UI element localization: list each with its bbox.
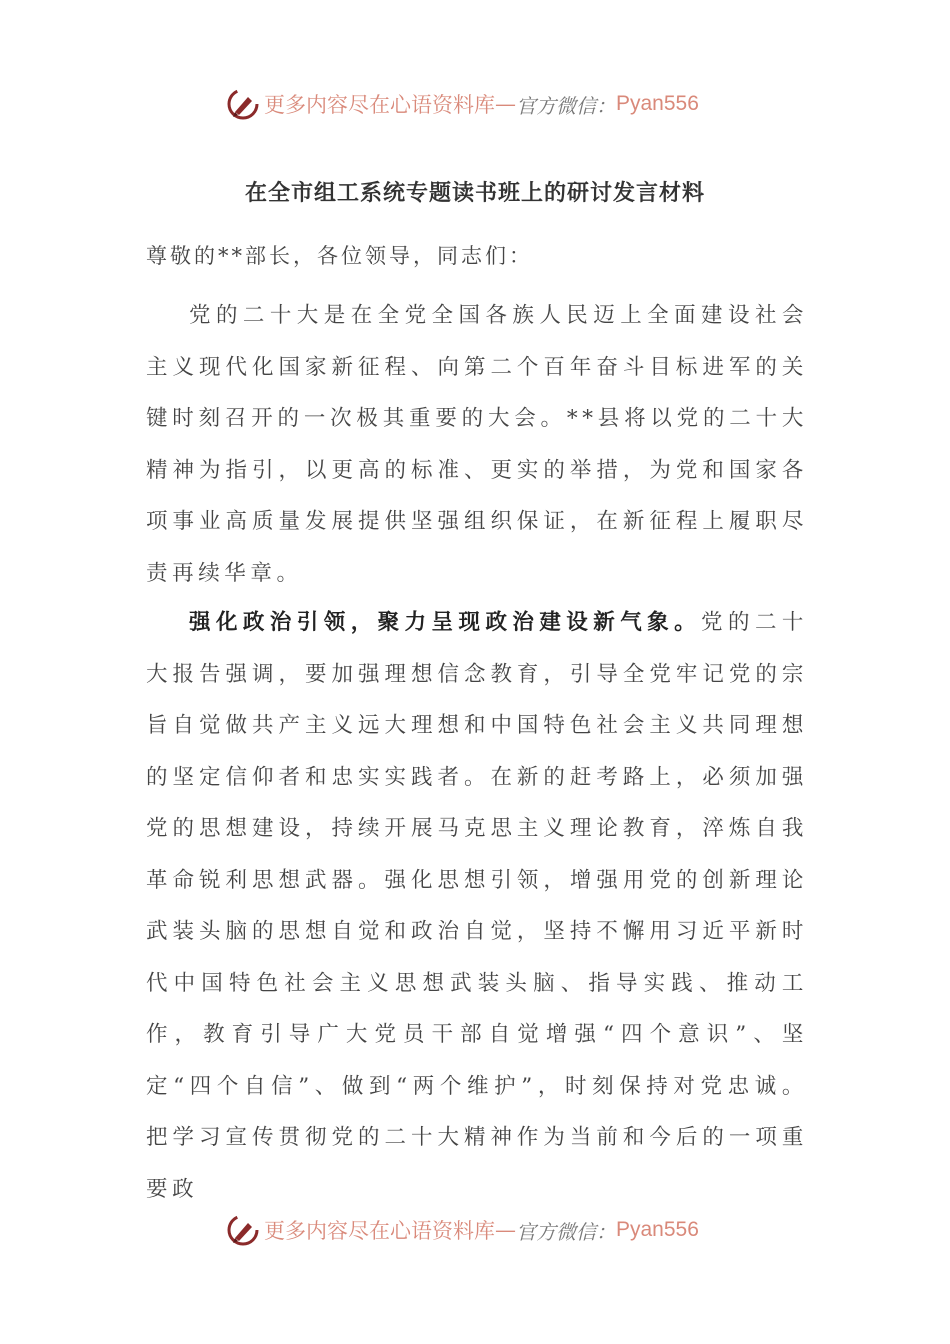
paragraph-text: 党的二十大报告强调，要加强理想信念教育，引导全党牢记党的宗旨自觉做共产主义远大理想和中国特色社会主义共同理想的坚定信仰者和忠实实践者。在新的赶考路上，必须加强党的思想建设，持续开展马克思主义理论教育，淬炼自我革命锐利思想武器。强化思想引领，增强用党的创新理论武装头脑的思想自觉和政治自觉，坚持不懈用习近平新时代中国特色社会主义思想武装头脑、指导实践、推动工作，教育引导广大党员干部自觉增强“四个意识”、坚定“四个自信”、做到“两个维护”，时刻保持对党忠诚。把学习宣传贯彻党的二十大精神作为当前和今后的一项重要政 [146, 610, 808, 1202]
watermark-footer [226, 1210, 699, 1250]
watermark-wechat-label: 官方微信： [516, 93, 616, 118]
paragraph-text: 党的二十大是在全党全国各族人民迈上全面建设社会主义现代化国家新征程、向第二个百年奋斗目标进军的关键时刻召开的一次极其重要的大会。**县将以党的二十大精神为指引，以更高的标准、更实的举措，为党和国家各项事业高质量发展提供坚强组织保证，在新征程上履职尽责再续华章。 [146, 303, 808, 586]
paragraph-heading: 强化政治引领，聚力呈现政治建设新气象。 [189, 610, 702, 635]
pen-logo-icon [226, 1213, 260, 1247]
watermark-dash: — [495, 1218, 516, 1242]
watermark-wechat-id: Pyan556 [616, 1218, 699, 1241]
watermark-text: 更多内容尽在心语资料库 [264, 93, 495, 117]
paragraph-1 [146, 290, 808, 599]
watermark-wechat-id: Pyan556 [616, 92, 699, 115]
watermark-wechat-label: 官方微信： [516, 1219, 616, 1244]
watermark-dash: — [495, 92, 516, 116]
paragraph-2 [146, 597, 808, 1215]
document-title: 在全市组工系统专题读书班上的研讨发言材料 [244, 181, 705, 206]
salutation: 尊敬的**部长，各位领导，同志们： [146, 244, 533, 268]
watermark-header [226, 84, 699, 124]
pen-logo-icon [226, 87, 260, 121]
watermark-text: 更多内容尽在心语资料库 [264, 1219, 495, 1243]
